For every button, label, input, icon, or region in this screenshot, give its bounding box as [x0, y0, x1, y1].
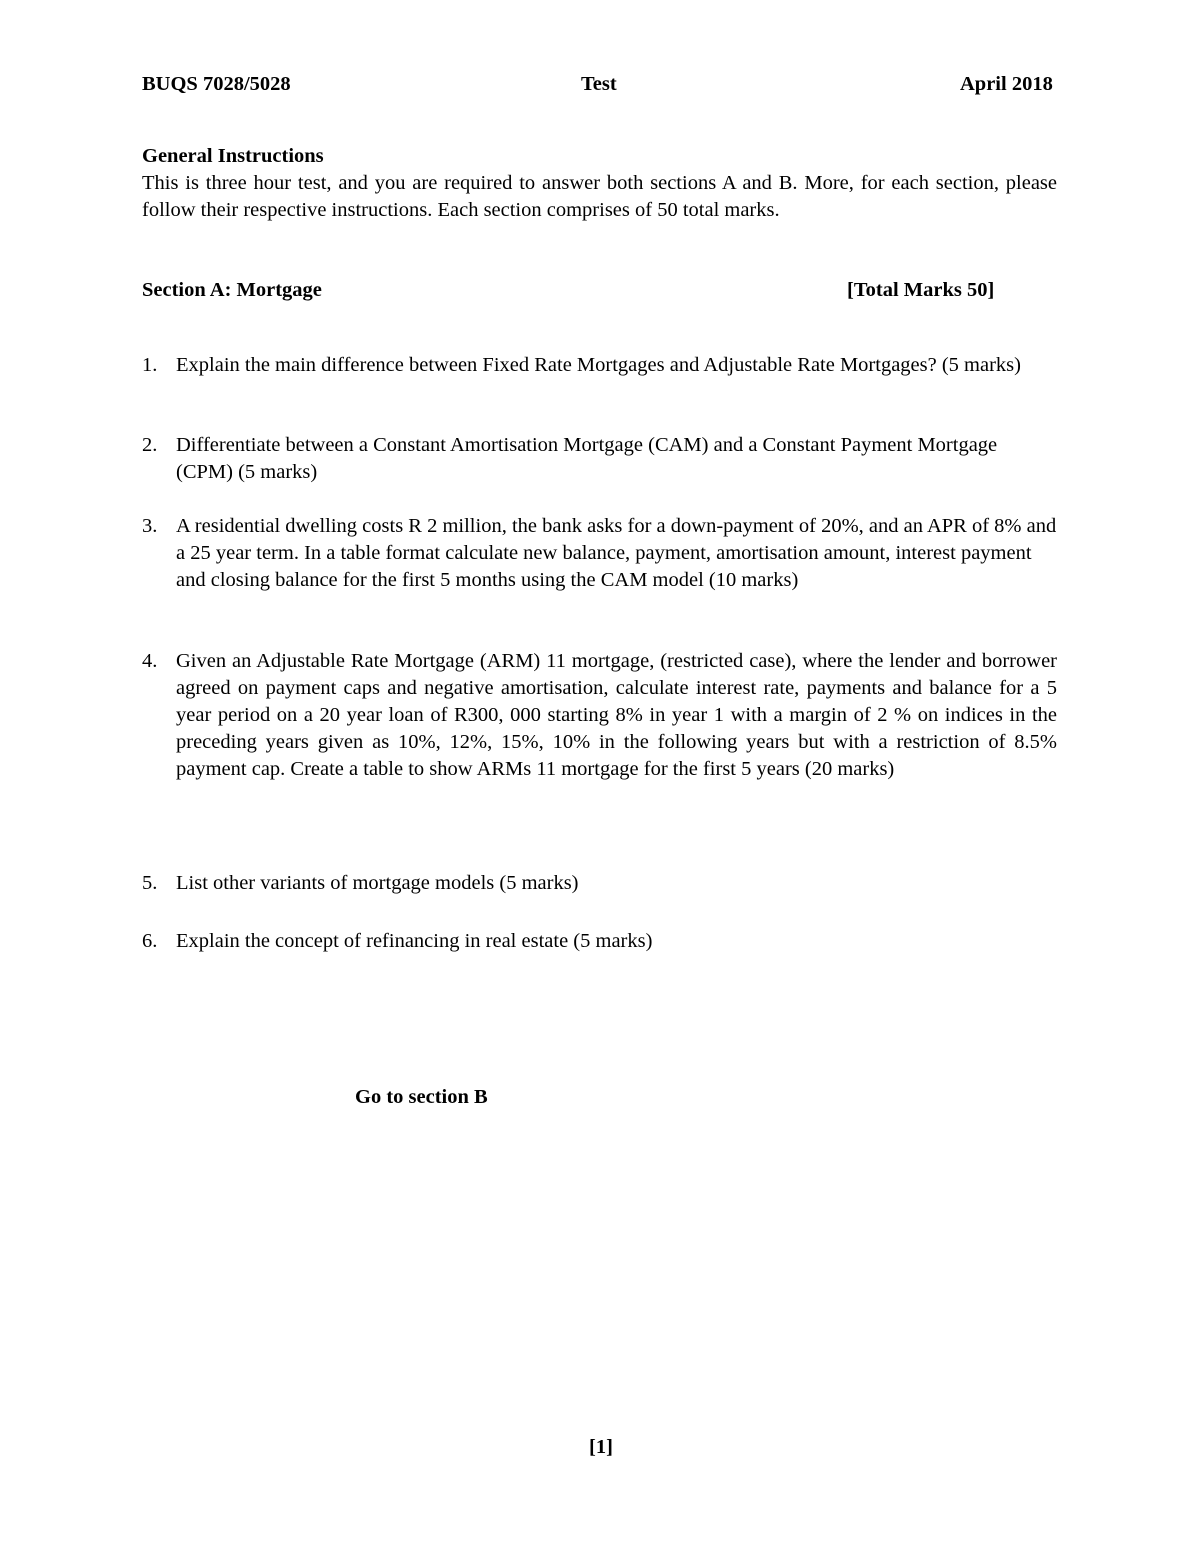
question-number: 1.	[142, 354, 158, 376]
question-item	[142, 432, 1057, 486]
page-number: [1]	[589, 1436, 613, 1458]
question-item	[142, 648, 1057, 783]
question-number: 4.	[142, 650, 158, 672]
go-to-section-b: Go to section B	[355, 1086, 488, 1108]
question-item	[142, 513, 1057, 594]
question-text: Explain the concept of refinancing in real estate (5 marks)	[176, 930, 653, 952]
question-number: 6.	[142, 930, 158, 952]
question-number: 3.	[142, 515, 158, 537]
question-text: List other variants of mortgage models (5 marks)	[176, 872, 579, 894]
general-instructions-text: This is three hour test, and you are required to answer both sections A and B. More, for each section, please follow their respective instructions. Each section comprises of 50 total marks.	[142, 172, 1057, 221]
question-item	[142, 870, 1057, 897]
question-item	[142, 928, 1057, 955]
question-text: Explain the main difference between Fixed Rate Mortgages and Adjustable Rate Mortgages? (5 marks)	[176, 354, 1021, 376]
general-instructions-heading: General Instructions	[142, 145, 324, 167]
document-type: Test	[581, 73, 617, 95]
question-number: 2.	[142, 434, 158, 456]
question-number: 5.	[142, 872, 158, 894]
document-date: April 2018	[960, 73, 1053, 95]
section-a-total-marks: [Total Marks 50]	[847, 279, 995, 301]
section-a-title: Section A: Mortgage	[142, 279, 322, 301]
course-code: BUQS 7028/5028	[142, 73, 291, 95]
question-text: Differentiate between a Constant Amortisation Mortgage (CAM) and a Constant Payment Mortgage (CPM) (5 marks)	[176, 434, 998, 483]
question-text: Given an Adjustable Rate Mortgage (ARM) 11 mortgage, (restricted case), where the lender and borrower agreed on payment caps and negative amortisation, calculate interest rate, payments and balance for a 5 year period on a 20 year loan of R300, 000 starting 8% in year 1 with a margin of 2 % on indices in the preceding years given as 10%, 12%, 15%, 10% in the following years but with a restriction of 8.5% payment cap. Create a table to show ARMs 11 mortgage for the first 5 years (20 marks)	[176, 650, 1057, 780]
question-item	[142, 352, 1057, 379]
question-text: A residential dwelling costs R 2 million, the bank asks for a down-payment of 20%, and an APR of 8% and a 25 year term. In a table format calculate new balance, payment, amortisation amount, interest payment and closing balance for the first 5 months using the CAM model (10 marks)	[176, 515, 1057, 591]
